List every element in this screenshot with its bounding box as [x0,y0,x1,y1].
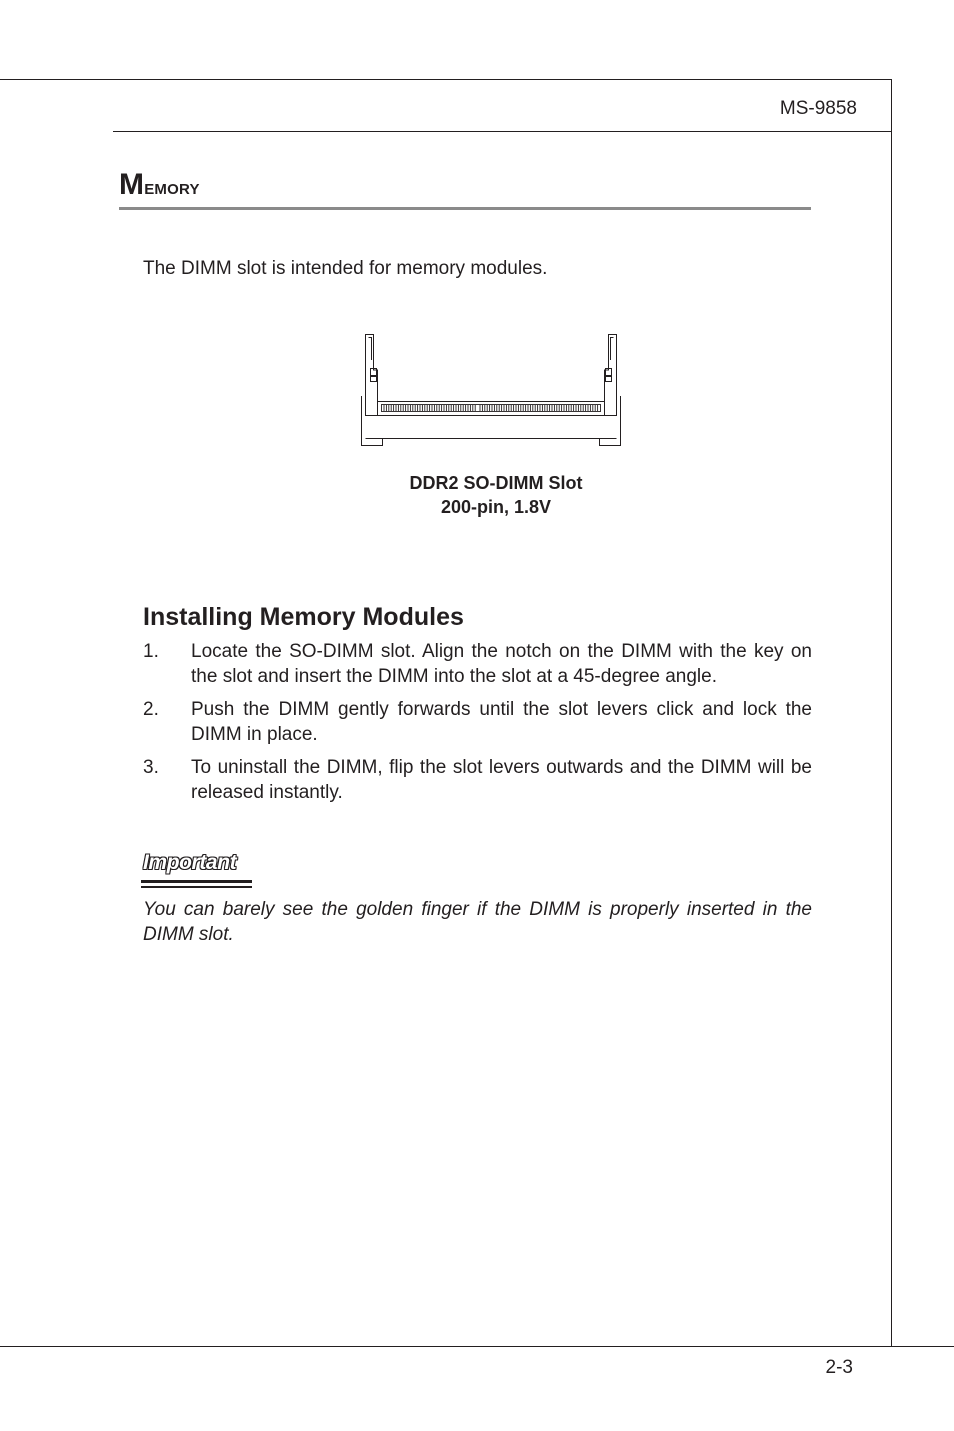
important-badge [141,848,253,892]
step-item [143,755,812,805]
step-number: 3. [143,757,159,778]
model-number: MS-9858 [779,98,857,119]
installation-steps [143,639,812,813]
page-number: 2-3 [825,1357,853,1378]
important-note: You can barely see the golden finger if the DIMM is properly inserted in the DIMM slot. [143,899,812,945]
step-item [143,639,812,689]
right-margin-rule [891,79,892,1347]
slot-caption-type: DDR2 SO-DIMM Slot [409,473,583,493]
step-item [143,697,812,747]
pin-strip-outline [382,405,601,412]
important-underline [141,886,252,888]
bottom-rule [0,1346,954,1347]
step-text: Push the DIMM gently forwards until the slot levers click and lock the DIMM in place. [191,699,812,745]
top-rule [0,79,892,80]
intro-text: The DIMM slot is intended for memory modules. [143,258,548,279]
section-title: Memory [119,168,200,201]
step-number: 1. [143,641,159,662]
slot-caption-spec: 200-pin, 1.8V [440,497,552,517]
header-rule [113,131,892,132]
installing-title: Installing Memory Modules [143,603,464,631]
so-dimm-slot-illustration [358,330,624,448]
step-text: Locate the SO-DIMM slot. Align the notch on the DIMM with the key on the slot and insert the DIMM into the slot at a 45-degree angle. [191,641,812,687]
important-label: Important [143,851,237,874]
step-number: 2. [143,699,159,720]
step-text: To uninstall the DIMM, flip the slot levers outwards and the DIMM will be released instantly. [191,757,812,803]
section-title-underline [119,207,811,210]
slot-caption [346,471,646,519]
important-underline [141,880,252,883]
